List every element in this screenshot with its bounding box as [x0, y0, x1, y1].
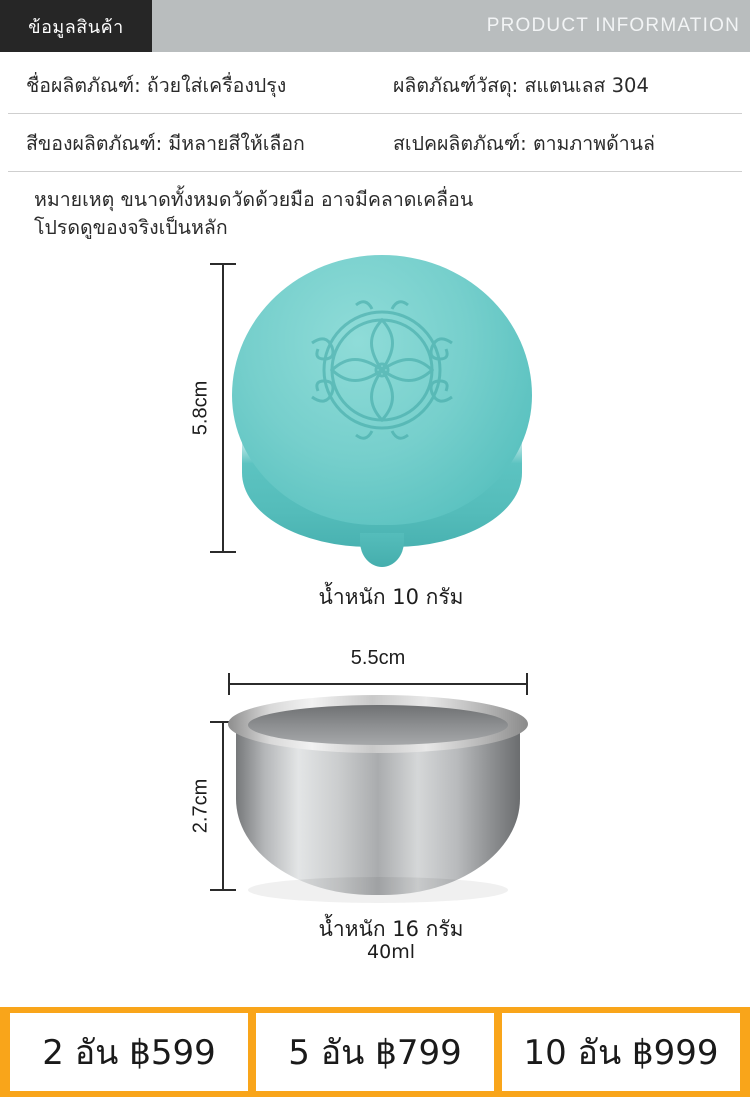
- dimension-cap-right: [526, 673, 528, 695]
- spec-label-spec: สเปคผลิตภัณฑ์:: [393, 132, 527, 155]
- note-line-1: หมายเหตุ ขนาดทั้งหมดวัดด้วยมือ อาจมีคลาดเคลื่อน: [34, 188, 474, 211]
- spec-label-name: ชื่อผลิตภัณฑ์:: [26, 74, 141, 97]
- spec-row: [8, 114, 742, 172]
- silicone-lid-image: [232, 255, 532, 575]
- price-option-2[interactable]: 5 อัน ฿799: [256, 1013, 494, 1091]
- dimension-line: [222, 721, 224, 891]
- price-option-3[interactable]: 10 อัน ฿999: [502, 1013, 740, 1091]
- lid-height-label: 5.8cm: [189, 380, 212, 435]
- bowl-width-label: 5.5cm: [350, 646, 406, 669]
- lid-height-dimension: [189, 263, 236, 553]
- spec-cell-material: [375, 70, 724, 101]
- dimension-line: [222, 263, 224, 553]
- spec-label-material: ผลิตภัณฑ์วัสดุ:: [393, 74, 519, 97]
- spec-value-name: ถ้วยใส่เครื่องปรุง: [146, 74, 287, 97]
- bowl-width-dimension: [228, 646, 528, 685]
- spec-label-color: สีของผลิตภัณฑ์:: [26, 132, 163, 155]
- header-tab-label: ข้อมูลสินค้า: [0, 0, 152, 52]
- price-option-bar: [0, 1007, 750, 1097]
- spec-value-spec: ตามภาพด้านล่: [532, 132, 655, 155]
- spec-value-color: มีหลายสีให้เลือก: [168, 132, 305, 155]
- stainless-bowl-image: [228, 695, 528, 905]
- spec-cell-spec: [375, 128, 724, 159]
- spec-row: [8, 52, 742, 114]
- dimension-cap-left: [228, 673, 230, 695]
- note-line-2: โปรดดูของจริงเป็นหลัก: [34, 216, 228, 240]
- bowl-height-label: 2.7cm: [189, 778, 212, 833]
- lid-figure: [0, 251, 750, 641]
- bowl-interior: [248, 705, 508, 745]
- page-header: [0, 0, 750, 52]
- lid-pull-tab: [360, 533, 404, 567]
- spec-cell-name: [26, 70, 375, 101]
- spec-cell-color: [26, 128, 375, 159]
- note-block: [8, 172, 742, 251]
- spec-table: [0, 52, 750, 251]
- spec-value-material: สแตนเลส 304: [524, 74, 649, 97]
- bowl-capacity-caption: 40ml: [367, 940, 415, 963]
- dimension-line: [228, 683, 528, 685]
- bowl-figure: [0, 641, 750, 986]
- lid-weight-caption: น้ำหนัก 10 กรัม: [318, 584, 464, 609]
- lid-ornament-icon: [290, 295, 474, 445]
- header-title-en: PRODUCT INFORMATION: [486, 15, 740, 36]
- price-option-1[interactable]: 2 อัน ฿599: [10, 1013, 248, 1091]
- bowl-bottom-shadow: [248, 877, 508, 903]
- bowl-weight-caption: น้ำหนัก 16 กรัม: [318, 916, 464, 941]
